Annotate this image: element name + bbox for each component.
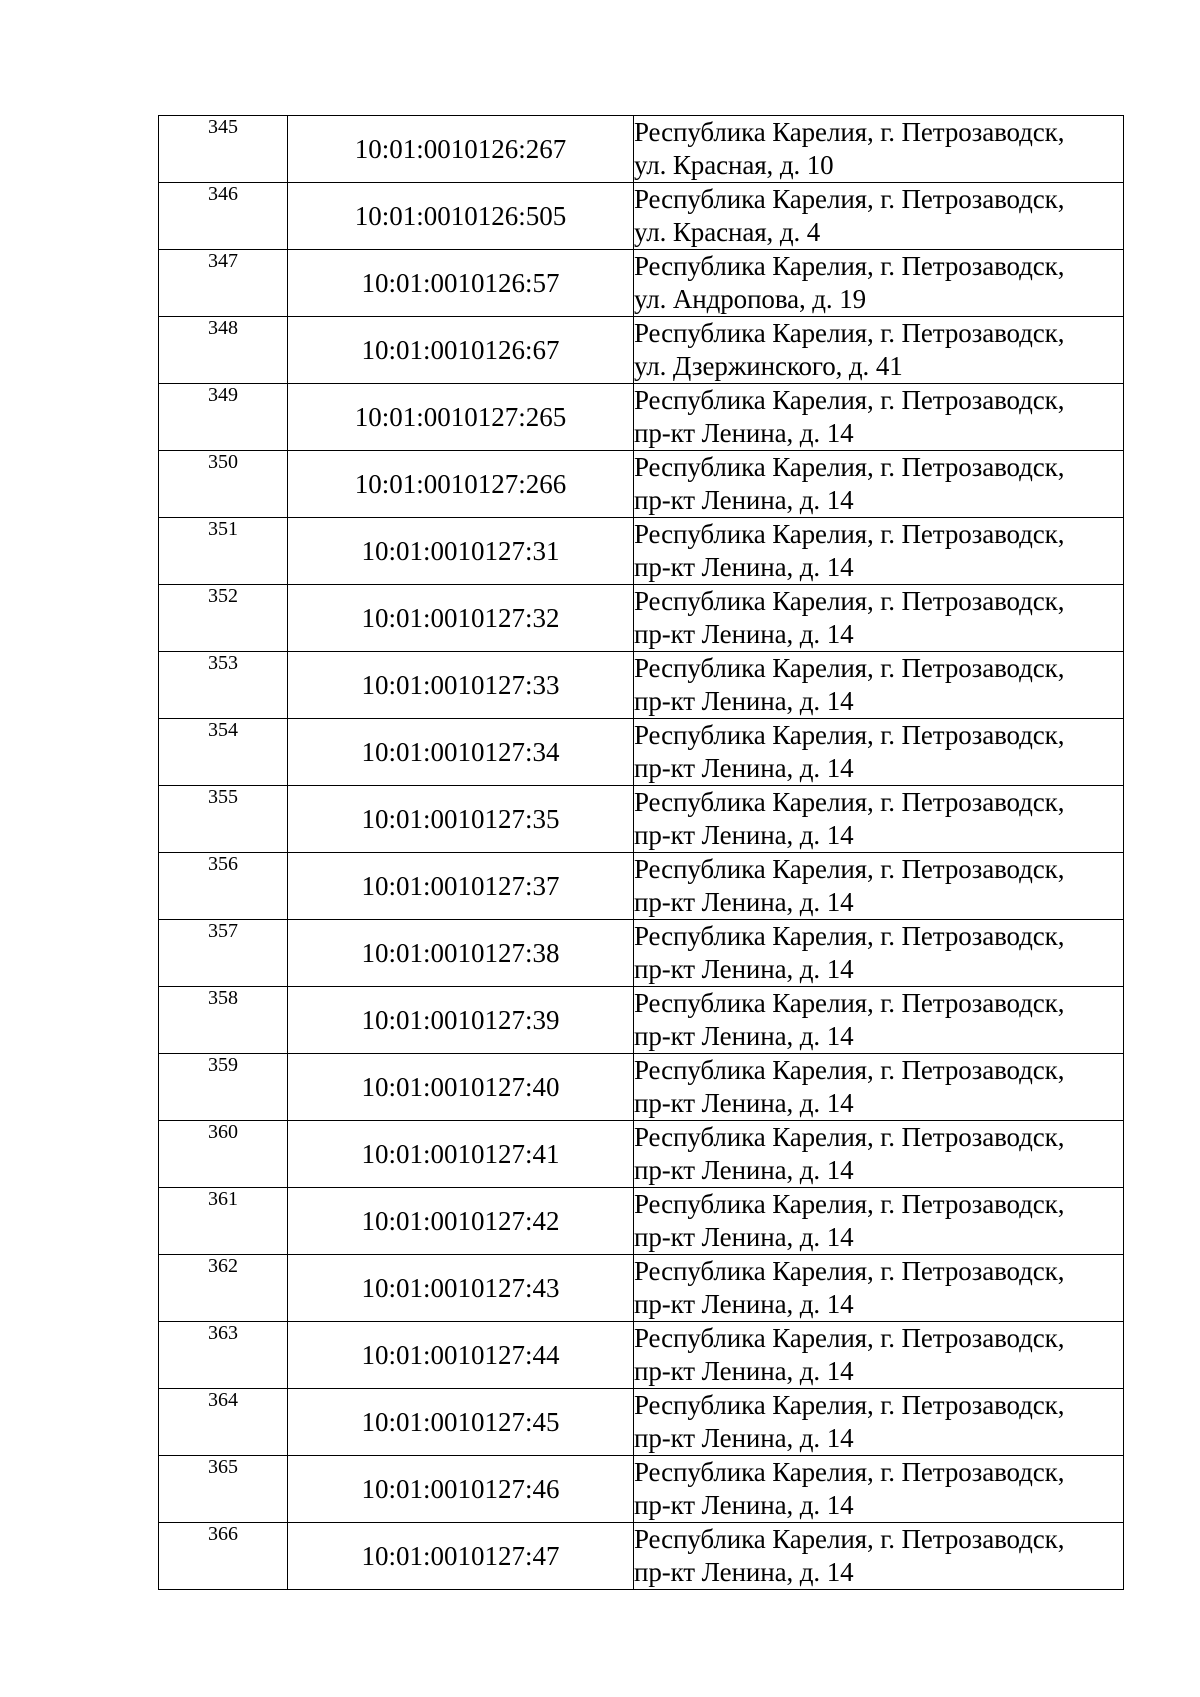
address-line-2: пр-кт Ленина, д. 14	[634, 485, 854, 515]
row-number-cell: 355	[159, 786, 288, 853]
address-line-2: пр-кт Ленина, д. 14	[634, 887, 854, 917]
cadastral-number-cell: 10:01:0010127:265	[288, 384, 634, 451]
cadastral-number-cell: 10:01:0010127:31	[288, 518, 634, 585]
address-cell	[634, 1456, 1124, 1523]
cadastral-number-cell: 10:01:0010126:505	[288, 183, 634, 250]
table-row	[159, 1188, 1124, 1255]
cadastral-number-cell: 10:01:0010127:33	[288, 652, 634, 719]
address-line-2: пр-кт Ленина, д. 14	[634, 552, 854, 582]
address-cell	[634, 518, 1124, 585]
table-body	[159, 116, 1124, 1590]
address-line-1: Республика Карелия, г. Петрозаводск,	[634, 1055, 1065, 1085]
address-cell	[634, 585, 1124, 652]
row-number-cell: 345	[159, 116, 288, 183]
address-cell	[634, 317, 1124, 384]
address-line-2: пр-кт Ленина, д. 14	[634, 1021, 854, 1051]
address-line-1: Республика Карелия, г. Петрозаводск,	[634, 1524, 1065, 1554]
table-row	[159, 585, 1124, 652]
address-line-1: Республика Карелия, г. Петрозаводск,	[634, 385, 1065, 415]
address-cell	[634, 116, 1124, 183]
address-cell	[634, 719, 1124, 786]
address-cell	[634, 920, 1124, 987]
table-row	[159, 719, 1124, 786]
address-line-1: Республика Карелия, г. Петрозаводск,	[634, 117, 1065, 147]
table-row	[159, 786, 1124, 853]
address-line-1: Республика Карелия, г. Петрозаводск,	[634, 251, 1065, 281]
table-row	[159, 183, 1124, 250]
address-line-1: Республика Карелия, г. Петрозаводск,	[634, 787, 1065, 817]
table-row	[159, 987, 1124, 1054]
cadastral-number-cell: 10:01:0010127:35	[288, 786, 634, 853]
address-line-2: ул. Андропова, д. 19	[634, 284, 867, 314]
address-cell	[634, 451, 1124, 518]
table-row	[159, 384, 1124, 451]
address-line-1: Республика Карелия, г. Петрозаводск,	[634, 586, 1065, 616]
cadastral-number-cell: 10:01:0010127:46	[288, 1456, 634, 1523]
table-row	[159, 652, 1124, 719]
address-cell	[634, 652, 1124, 719]
table-row	[159, 1322, 1124, 1389]
cadastral-number-cell: 10:01:0010127:40	[288, 1054, 634, 1121]
address-line-1: Республика Карелия, г. Петрозаводск,	[634, 854, 1065, 884]
address-line-1: Республика Карелия, г. Петрозаводск,	[634, 184, 1065, 214]
cadastral-number-cell: 10:01:0010127:34	[288, 719, 634, 786]
address-line-1: Республика Карелия, г. Петрозаводск,	[634, 720, 1065, 750]
address-line-1: Республика Карелия, г. Петрозаводск,	[634, 653, 1065, 683]
address-line-2: пр-кт Ленина, д. 14	[634, 1356, 854, 1386]
address-line-2: ул. Красная, д. 10	[634, 150, 834, 180]
row-number-cell: 353	[159, 652, 288, 719]
address-cell	[634, 1389, 1124, 1456]
address-line-2: пр-кт Ленина, д. 14	[634, 418, 854, 448]
table-row	[159, 317, 1124, 384]
cadastral-number-cell: 10:01:0010127:44	[288, 1322, 634, 1389]
cadastral-number-cell: 10:01:0010127:41	[288, 1121, 634, 1188]
address-line-1: Республика Карелия, г. Петрозаводск,	[634, 1122, 1065, 1152]
table-row	[159, 1255, 1124, 1322]
address-line-1: Республика Карелия, г. Петрозаводск,	[634, 1323, 1065, 1353]
row-number-cell: 354	[159, 719, 288, 786]
address-line-2: пр-кт Ленина, д. 14	[634, 1155, 854, 1185]
address-line-1: Республика Карелия, г. Петрозаводск,	[634, 921, 1065, 951]
address-line-1: Республика Карелия, г. Петрозаводск,	[634, 452, 1065, 482]
table-row	[159, 518, 1124, 585]
row-number-cell: 356	[159, 853, 288, 920]
row-number-cell: 351	[159, 518, 288, 585]
address-line-2: пр-кт Ленина, д. 14	[634, 1490, 854, 1520]
table-row	[159, 920, 1124, 987]
cadastral-number-cell: 10:01:0010127:38	[288, 920, 634, 987]
cadastral-number-cell: 10:01:0010126:267	[288, 116, 634, 183]
address-line-1: Республика Карелия, г. Петрозаводск,	[634, 1457, 1065, 1487]
address-line-2: пр-кт Ленина, д. 14	[634, 1557, 854, 1587]
address-line-1: Республика Карелия, г. Петрозаводск,	[634, 1189, 1065, 1219]
cadastral-number-cell: 10:01:0010126:57	[288, 250, 634, 317]
address-line-1: Республика Карелия, г. Петрозаводск,	[634, 1390, 1065, 1420]
cadastral-number-cell: 10:01:0010127:47	[288, 1523, 634, 1590]
address-cell	[634, 183, 1124, 250]
row-number-cell: 365	[159, 1456, 288, 1523]
row-number-cell: 362	[159, 1255, 288, 1322]
address-cell	[634, 250, 1124, 317]
address-line-2: пр-кт Ленина, д. 14	[634, 686, 854, 716]
address-line-2: пр-кт Ленина, д. 14	[634, 619, 854, 649]
address-line-1: Республика Карелия, г. Петрозаводск,	[634, 1256, 1065, 1286]
address-line-2: пр-кт Ленина, д. 14	[634, 1423, 854, 1453]
cadastral-number-cell: 10:01:0010126:67	[288, 317, 634, 384]
table-row	[159, 853, 1124, 920]
row-number-cell: 347	[159, 250, 288, 317]
cadastral-number-cell: 10:01:0010127:37	[288, 853, 634, 920]
address-cell	[634, 987, 1124, 1054]
row-number-cell: 359	[159, 1054, 288, 1121]
address-line-2: ул. Дзержинского, д. 41	[634, 351, 903, 381]
address-line-2: пр-кт Ленина, д. 14	[634, 954, 854, 984]
address-cell	[634, 853, 1124, 920]
row-number-cell: 349	[159, 384, 288, 451]
cadastral-number-cell: 10:01:0010127:45	[288, 1389, 634, 1456]
row-number-cell: 357	[159, 920, 288, 987]
cadastral-number-cell: 10:01:0010127:39	[288, 987, 634, 1054]
address-cell	[634, 1523, 1124, 1590]
address-line-2: пр-кт Ленина, д. 14	[634, 1289, 854, 1319]
property-register-table	[158, 115, 1124, 1590]
cadastral-number-cell: 10:01:0010127:43	[288, 1255, 634, 1322]
address-cell	[634, 1121, 1124, 1188]
table-row	[159, 1456, 1124, 1523]
address-line-1: Республика Карелия, г. Петрозаводск,	[634, 988, 1065, 1018]
row-number-cell: 363	[159, 1322, 288, 1389]
cadastral-number-cell: 10:01:0010127:266	[288, 451, 634, 518]
address-line-2: пр-кт Ленина, д. 14	[634, 1088, 854, 1118]
row-number-cell: 352	[159, 585, 288, 652]
cadastral-number-cell: 10:01:0010127:42	[288, 1188, 634, 1255]
address-line-2: пр-кт Ленина, д. 14	[634, 820, 854, 850]
table-row	[159, 1389, 1124, 1456]
row-number-cell: 358	[159, 987, 288, 1054]
address-cell	[634, 1322, 1124, 1389]
address-cell	[634, 1054, 1124, 1121]
address-line-2: пр-кт Ленина, д. 14	[634, 1222, 854, 1252]
address-line-2: пр-кт Ленина, д. 14	[634, 753, 854, 783]
address-cell	[634, 1255, 1124, 1322]
table-row	[159, 451, 1124, 518]
address-cell	[634, 384, 1124, 451]
row-number-cell: 348	[159, 317, 288, 384]
row-number-cell: 364	[159, 1389, 288, 1456]
table-row	[159, 250, 1124, 317]
table-row	[159, 116, 1124, 183]
address-line-1: Республика Карелия, г. Петрозаводск,	[634, 519, 1065, 549]
address-cell	[634, 786, 1124, 853]
address-cell	[634, 1188, 1124, 1255]
row-number-cell: 350	[159, 451, 288, 518]
table-row	[159, 1121, 1124, 1188]
address-line-1: Республика Карелия, г. Петрозаводск,	[634, 318, 1065, 348]
row-number-cell: 361	[159, 1188, 288, 1255]
table-row	[159, 1054, 1124, 1121]
row-number-cell: 366	[159, 1523, 288, 1590]
cadastral-number-cell: 10:01:0010127:32	[288, 585, 634, 652]
table-row	[159, 1523, 1124, 1590]
address-line-2: ул. Красная, д. 4	[634, 217, 821, 247]
row-number-cell: 360	[159, 1121, 288, 1188]
row-number-cell: 346	[159, 183, 288, 250]
